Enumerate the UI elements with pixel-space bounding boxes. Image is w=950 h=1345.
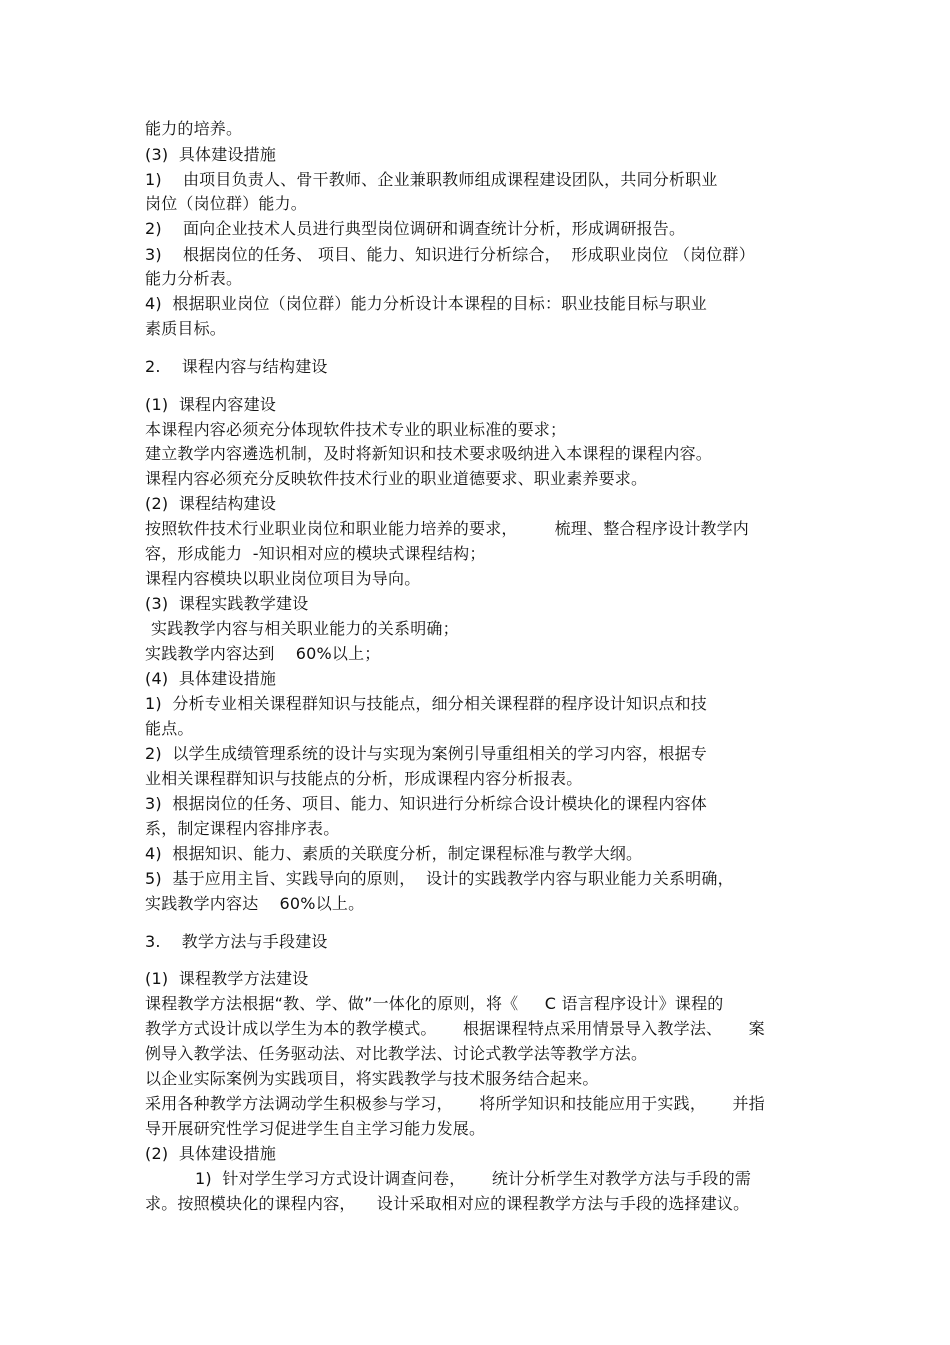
text-line: 采用各种教学方法调动学生积极参与学习， 将所学知识和技能应用于实践， 并指	[145, 1094, 765, 1113]
text-line: 3) 根据岗位的任务、 项目、能力、知识进行分析综合， 形成职业岗位 （岗位群）	[145, 245, 755, 264]
text-line: 本课程内容必须充分体现软件技术专业的职业标准的要求；	[145, 420, 567, 439]
section-heading: (3) 课程实践教学建设	[145, 594, 309, 613]
text-line: 1) 针对学生学习方式设计调查问卷， 统计分析学生对教学方法与手段的需	[195, 1169, 752, 1188]
section-heading: (1) 课程内容建设	[145, 395, 277, 414]
section-heading: (3) 具体建设措施	[145, 145, 277, 164]
text-line: 按照软件技术行业职业岗位和职业能力培养的要求， 梳理、整合程序设计教学内	[145, 519, 750, 538]
text-line: 实践教学内容达 60%以上。	[145, 894, 365, 913]
section-heading: 3. 教学方法与手段建设	[145, 932, 328, 951]
section-heading: (4) 具体建设措施	[145, 669, 277, 688]
text-line: 业相关课程群知识与技能点的分析，形成课程内容分析报表。	[145, 769, 583, 788]
section-heading: (1) 课程教学方法建设	[145, 969, 309, 988]
text-line: 能力分析表。	[145, 269, 243, 288]
text-line: 素质目标。	[145, 319, 227, 338]
text-line: 能点。	[145, 719, 194, 738]
text-line: 容，形成能力 -知识相对应的模块式课程结构；	[145, 544, 486, 563]
section-heading: (2) 课程结构建设	[145, 494, 277, 513]
text-line: 2) 面向企业技术人员进行典型岗位调研和调查统计分析，形成调研报告。	[145, 219, 686, 238]
text-line: 例导入教学法、任务驱动法、对比教学法、讨论式教学法等教学方法。	[145, 1044, 648, 1063]
text-line: 以企业实际案例为实践项目，将实践教学与技术服务结合起来。	[145, 1069, 599, 1088]
text-line: 2) 以学生成绩管理系统的设计与实现为案例引导重组相关的学习内容，根据专	[145, 744, 707, 763]
text-line: 课程内容模块以职业岗位项目为导向。	[145, 569, 421, 588]
text-line: 导开展研究性学习促进学生自主学习能力发展。	[145, 1119, 486, 1138]
text-line: 课程内容必须充分反映软件技术行业的职业道德要求、职业素养要求。	[145, 469, 648, 488]
section-heading: (2) 具体建设措施	[145, 1144, 277, 1163]
text-line: 4) 根据知识、能力、素质的关联度分析，制定课程标准与教学大纲。	[145, 844, 643, 863]
text-line: 岗位（岗位群）能力。	[145, 194, 308, 213]
text-line: 5) 基于应用主旨、实践导向的原则， 设计的实践教学内容与职业能力关系明确，	[145, 869, 734, 888]
text-line: 1) 分析专业相关课程群知识与技能点，细分相关课程群的程序设计知识点和技	[145, 694, 707, 713]
text-line: 系，制定课程内容排序表。	[145, 819, 340, 838]
text-line: 课程教学方法根据“教、学、做”一体化的原则，将《 C 语言程序设计》课程的	[145, 994, 724, 1013]
text-line: 4) 根据职业岗位（岗位群）能力分析设计本课程的目标：职业技能目标与职业	[145, 294, 707, 313]
text-line: 1) 由项目负责人、骨干教师、企业兼职教师组成课程建设团队，共同分析职业	[145, 170, 718, 189]
text-line: 实践教学内容达到 60%以上；	[145, 644, 381, 663]
section-heading: 2. 课程内容与结构建设	[145, 357, 328, 376]
text-line: 求。按照模块化的课程内容， 设计采取相对应的课程教学方法与手段的选择建议。	[145, 1194, 750, 1213]
text-line: 教学方式设计成以学生为本的教学模式。 根据课程特点采用情景导入教学法、 案	[145, 1019, 765, 1038]
text-line: 建立教学内容遴选机制，及时将新知识和技术要求吸纳进入本课程的课程内容。	[145, 444, 713, 463]
text-line: 3) 根据岗位的任务、项目、能力、知识进行分析综合设计模块化的课程内容体	[145, 794, 707, 813]
text-line: 能力的培养。	[145, 119, 243, 138]
text-line: 实践教学内容与相关职业能力的关系明确；	[151, 619, 459, 638]
